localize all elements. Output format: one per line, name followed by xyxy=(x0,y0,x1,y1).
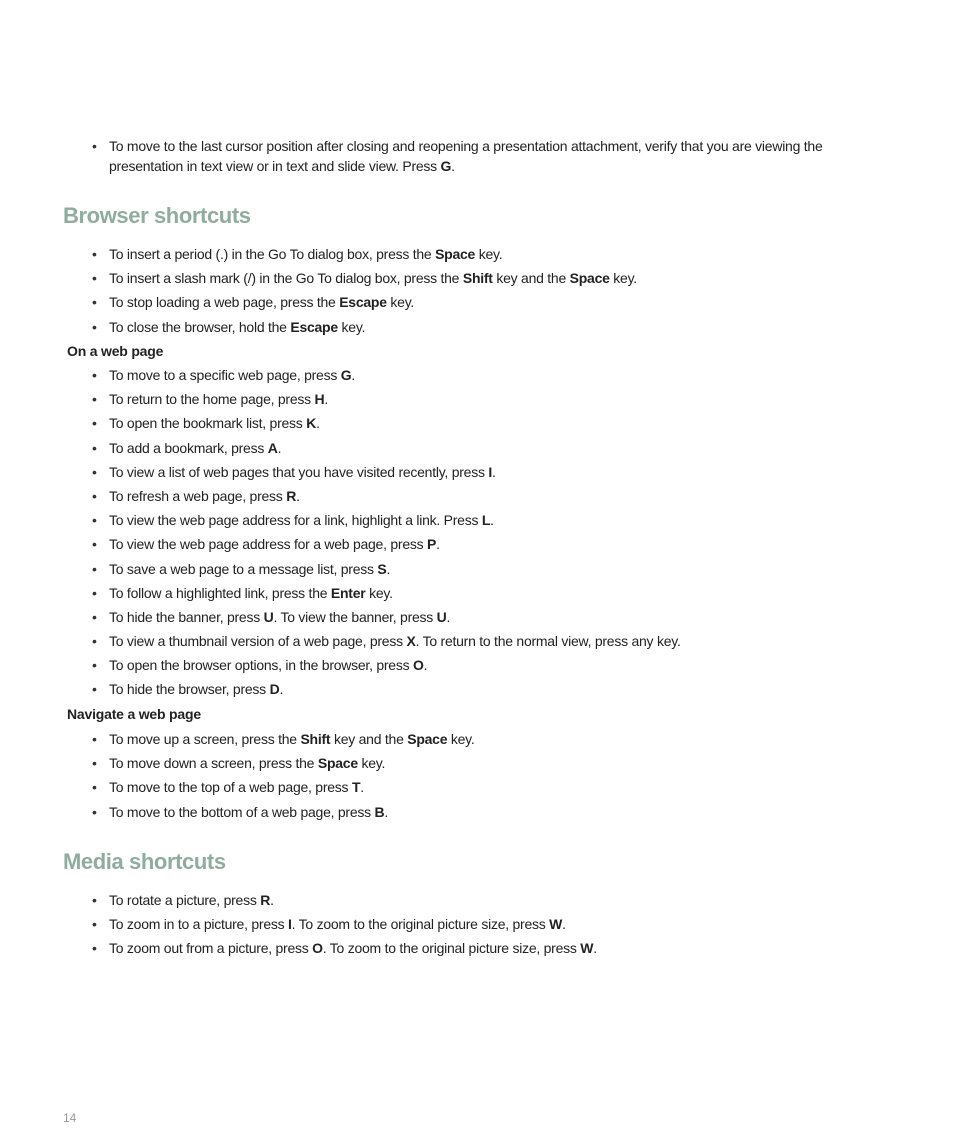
list-item-text: To move down a screen, press the xyxy=(109,755,318,772)
list-item-text: To add a bookmark, press xyxy=(109,439,268,456)
list-item-text: To view the web page address for a web page, press xyxy=(109,536,427,553)
key-name: Space xyxy=(435,246,476,262)
list-item-text: To open the bookmark list, press xyxy=(109,415,307,432)
list-item-text: . xyxy=(490,512,494,529)
list-item-text: To view a thumbnail version of a web page, press xyxy=(109,633,407,650)
key-name: Shift xyxy=(462,270,493,287)
list-item xyxy=(92,413,892,433)
navigate-web-page-list xyxy=(92,729,892,826)
list-item-text: To return to the home page, press xyxy=(109,391,315,408)
list-item xyxy=(92,777,892,797)
list-item-text: . xyxy=(491,463,496,480)
list-item xyxy=(92,462,892,482)
list-item-text: To move to the last cursor position after closing and reopening a presentation attachment, verify that you are viewing the presentation in text view or in text and slide view. Press xyxy=(109,138,823,174)
list-item-text: . To zoom to the original picture size, press xyxy=(291,916,550,933)
list-item-text: To open the browser options, in the browser, press xyxy=(109,657,413,674)
list-item xyxy=(92,389,892,409)
list-item-text: . xyxy=(360,779,364,796)
list-item xyxy=(92,438,892,458)
key-name: R xyxy=(260,892,271,908)
list-item xyxy=(92,914,892,934)
key-name: X xyxy=(406,633,416,650)
list-item-text: . xyxy=(270,892,274,908)
key-name: W xyxy=(549,916,563,933)
list-item-text: . To zoom to the original picture size, press xyxy=(322,940,581,957)
list-item xyxy=(92,729,892,749)
key-name: H xyxy=(314,391,325,408)
key-name: I xyxy=(288,916,292,933)
key-name: Escape xyxy=(290,318,338,335)
list-item-text: . xyxy=(593,940,597,957)
section-title-media-shortcuts: Media shortcuts xyxy=(63,849,226,874)
list-item xyxy=(92,607,892,627)
list-item xyxy=(92,317,892,337)
list-item-text: To zoom in to a picture, press xyxy=(109,916,289,933)
subheading-on-a-web-page: On a web page xyxy=(67,343,164,359)
subheading-navigate-a-web-page: Navigate a web page xyxy=(67,706,201,722)
list-item xyxy=(92,890,892,910)
list-item-text: . xyxy=(423,657,428,674)
list-item-text: key. xyxy=(365,584,393,601)
list-item-text: To refresh a web page, press xyxy=(109,487,287,504)
list-item-text: . xyxy=(316,415,320,432)
list-item-text: To view the web page address for a link, highlight a link. Press xyxy=(109,512,482,529)
list-item-text: . xyxy=(296,487,300,504)
list-item-text: key. xyxy=(475,246,503,262)
list-item-text: . xyxy=(277,439,282,456)
list-item xyxy=(92,583,892,603)
list-item-text: . xyxy=(451,158,455,174)
key-name: A xyxy=(267,439,278,456)
list-item-text: To move to a specific web page, press xyxy=(109,367,341,383)
list-item xyxy=(92,136,852,176)
list-item-text: . xyxy=(446,608,451,625)
list-item xyxy=(92,559,892,579)
list-item xyxy=(92,655,892,675)
list-item-text: . xyxy=(562,916,566,933)
list-item-text: . xyxy=(324,391,329,408)
key-name: O xyxy=(312,940,323,957)
list-item xyxy=(92,938,892,958)
list-item-text: key and the xyxy=(330,731,408,747)
list-item-text: key. xyxy=(447,731,475,747)
list-item-text: To hide the browser, press xyxy=(109,681,270,698)
key-name: I xyxy=(488,463,492,480)
list-item-text: To follow a highlighted link, press the xyxy=(109,584,331,601)
key-name: D xyxy=(269,681,280,698)
list-item-text: key and the xyxy=(492,270,570,287)
list-item-text: . xyxy=(279,681,284,698)
key-name: P xyxy=(427,536,437,553)
key-name: L xyxy=(481,512,491,529)
key-name: Space xyxy=(317,755,358,772)
key-name: W xyxy=(580,940,594,957)
key-name: G xyxy=(440,158,452,174)
list-item-text: To insert a period (.) in the Go To dialog box, press the xyxy=(109,246,436,262)
list-item-text: To insert a slash mark (/) in the Go To dialog box, press the xyxy=(109,270,463,287)
list-item-text: . xyxy=(436,536,440,553)
list-item xyxy=(92,802,892,822)
list-item xyxy=(92,365,892,385)
list-item-text: . xyxy=(351,367,356,383)
key-name: G xyxy=(340,367,352,383)
key-name: T xyxy=(351,779,361,796)
page-number: 14 xyxy=(63,1111,77,1125)
key-name: Space xyxy=(407,731,448,747)
list-item-text: To close the browser, hold the xyxy=(109,318,291,335)
list-item xyxy=(92,510,892,530)
list-item-text: To move up a screen, press the xyxy=(109,731,301,747)
key-name: Space xyxy=(569,270,610,287)
list-item xyxy=(92,534,892,554)
browser-shortcuts-list xyxy=(92,244,892,341)
list-item xyxy=(92,679,892,699)
key-name: K xyxy=(306,415,317,432)
list-item-text: . xyxy=(384,803,389,820)
list-item-text: To hide the banner, press xyxy=(109,608,264,625)
key-name: Escape xyxy=(339,294,387,311)
section-title-browser-shortcuts: Browser shortcuts xyxy=(63,203,251,228)
list-item-text: To zoom out from a picture, press xyxy=(109,940,313,957)
key-name: O xyxy=(412,657,424,674)
key-name: R xyxy=(286,487,297,504)
list-item xyxy=(92,631,892,651)
on-web-page-list xyxy=(92,365,892,704)
list-item-text: To view a list of web pages that you have visited recently, press xyxy=(109,463,489,480)
list-item-text: . To return to the normal view, press any key. xyxy=(415,633,681,650)
key-name: S xyxy=(377,560,387,577)
key-name: U xyxy=(263,608,274,625)
list-item-text: . To view the banner, press xyxy=(273,608,437,625)
list-item-text: key. xyxy=(609,270,637,287)
list-item-text: To stop loading a web page, press the xyxy=(109,294,340,311)
list-item xyxy=(92,486,892,506)
key-name: U xyxy=(436,608,447,625)
list-item-text: To move to the bottom of a web page, press xyxy=(109,803,375,820)
list-item-text: To rotate a picture, press xyxy=(109,892,261,908)
key-name: Enter xyxy=(330,584,366,601)
list-item-text: To save a web page to a message list, press xyxy=(109,560,378,577)
list-item-text: key. xyxy=(357,755,386,772)
key-name: B xyxy=(374,803,385,820)
list-item xyxy=(92,244,892,264)
list-item-text: . xyxy=(386,560,391,577)
intro-list xyxy=(92,136,852,180)
list-item-text: key. xyxy=(386,294,415,311)
list-item xyxy=(92,292,892,312)
media-shortcuts-list xyxy=(92,890,892,963)
list-item xyxy=(92,268,892,288)
list-item-text: To move to the top of a web page, press xyxy=(109,779,352,796)
key-name: Shift xyxy=(300,731,331,747)
list-item xyxy=(92,753,892,773)
list-item-text: key. xyxy=(337,318,366,335)
